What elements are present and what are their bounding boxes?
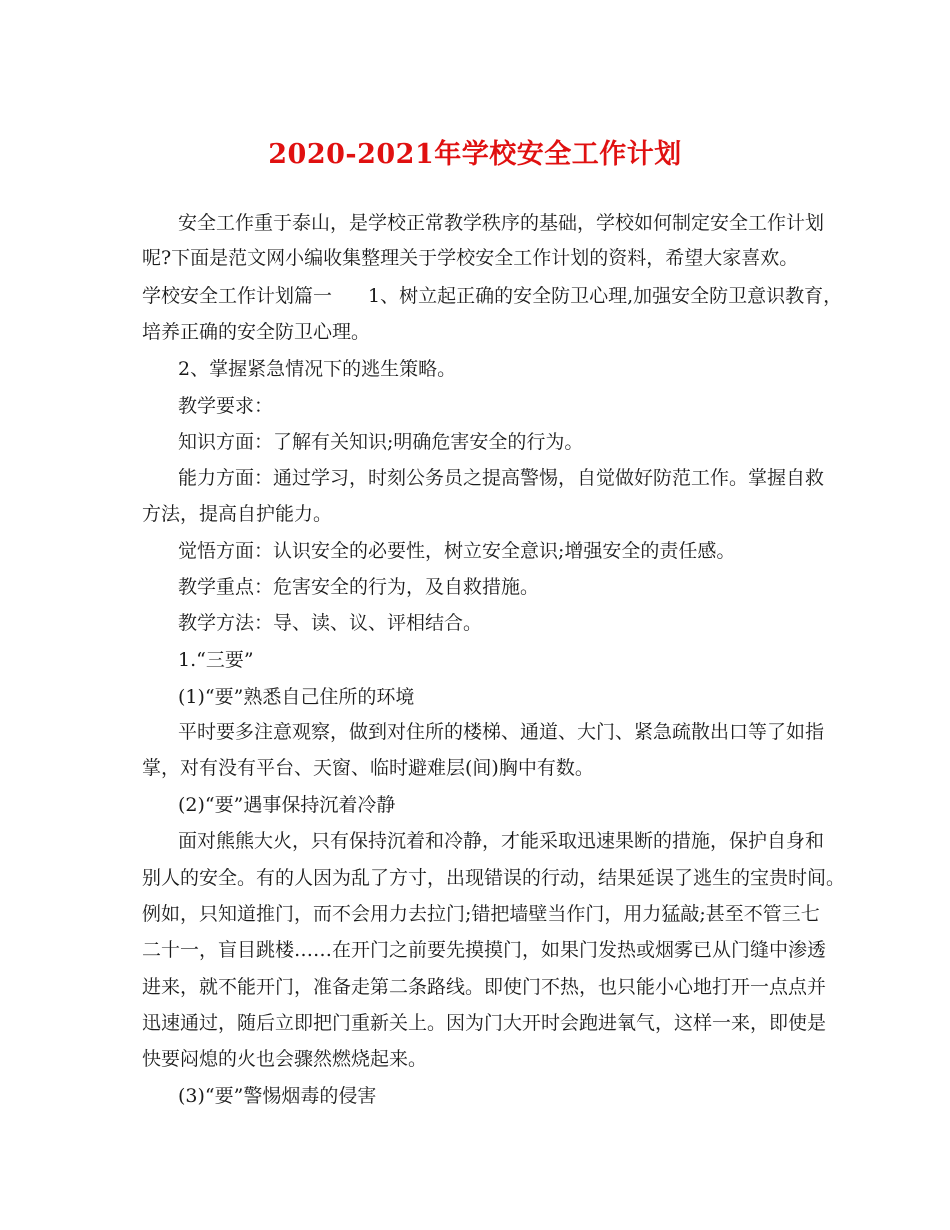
- paragraph-line: [142, 284, 843, 308]
- document-title: 2020-2021年学校安全工作计划: [268, 139, 682, 170]
- paragraph-line: 觉悟方面：认识安全的必要性，树立安全意识;增强安全的责任感。: [178, 540, 736, 562]
- paragraph-line: (3)“要”警惕烟毒的侵害: [178, 1085, 377, 1107]
- paragraph-line: 教学要求：: [178, 395, 274, 417]
- paragraph-line: (2)“要”遇事保持沉着冷静: [178, 794, 396, 816]
- paragraph-line: 别人的安全。有的人因为乱了方寸，出现错误的行动，结果延误了逃生的宝贵时间。: [142, 867, 846, 889]
- paragraph-line: 进来，就不能开门，准备走第二条路线。即使门不热，也只能小心地打开一点点并: [142, 976, 827, 998]
- paragraph-line: 教学重点：危害安全的行为，及自救措施。: [178, 576, 540, 598]
- paragraph-line: 快要闷熄的火也会骤然燃烧起来。: [142, 1048, 428, 1070]
- paragraph-line: 安全工作重于泰山，是学校正常教学秩序的基础，学校如何制定安全工作计划: [178, 212, 825, 234]
- paragraph-line: 例如，只知道推门，而不会用力去拉门;错把墙壁当作门，用力猛敲;甚至不管三七: [142, 903, 820, 925]
- paragraph-line: 平时要多注意观察，做到对住所的楼梯、通道、大门、紧急疏散出口等了如指: [178, 721, 825, 743]
- paragraph-text: 1、树立起正确的安全防卫心理,加强安全防卫意识教育，: [368, 285, 843, 307]
- paragraph-line: (1)“要”熟悉自己住所的环境: [178, 686, 415, 708]
- section-heading: 学校安全工作计划篇一: [142, 285, 333, 307]
- paragraph-line: 1.“三要”: [178, 649, 254, 671]
- paragraph-line: 2、掌握紧急情况下的逃生策略。: [178, 358, 457, 380]
- paragraph-line: 知识方面：了解有关知识;明确危害安全的行为。: [178, 431, 584, 453]
- paragraph-line: 教学方法：导、读、议、评相结合。: [178, 612, 483, 634]
- paragraph-line: 掌，对有没有平台、天窗、临时避难层(间)胸中有数。: [142, 757, 594, 779]
- paragraph-line: 方法，提高自护能力。: [142, 503, 333, 525]
- paragraph-line: 二十一，盲目跳楼……在开门之前要先摸摸门，如果门发热或烟雾已从门缝中渗透: [142, 939, 827, 961]
- paragraph-line: 呢?下面是范文网小编收集整理关于学校安全工作计划的资料，希望大家喜欢。: [142, 247, 799, 269]
- paragraph-line: 培养正确的安全防卫心理。: [142, 321, 371, 343]
- paragraph-line: 面对熊熊大火，只有保持沉着和冷静，才能采取迅速果断的措施，保护自身和: [178, 830, 825, 852]
- paragraph-line: 迅速通过，随后立即把门重新关上。因为门大开时会跑进氧气，这样一来，即使是: [142, 1012, 827, 1034]
- paragraph-line: 能力方面：通过学习，时刻公务员之提高警惕，自觉做好防范工作。掌握自救: [178, 467, 825, 489]
